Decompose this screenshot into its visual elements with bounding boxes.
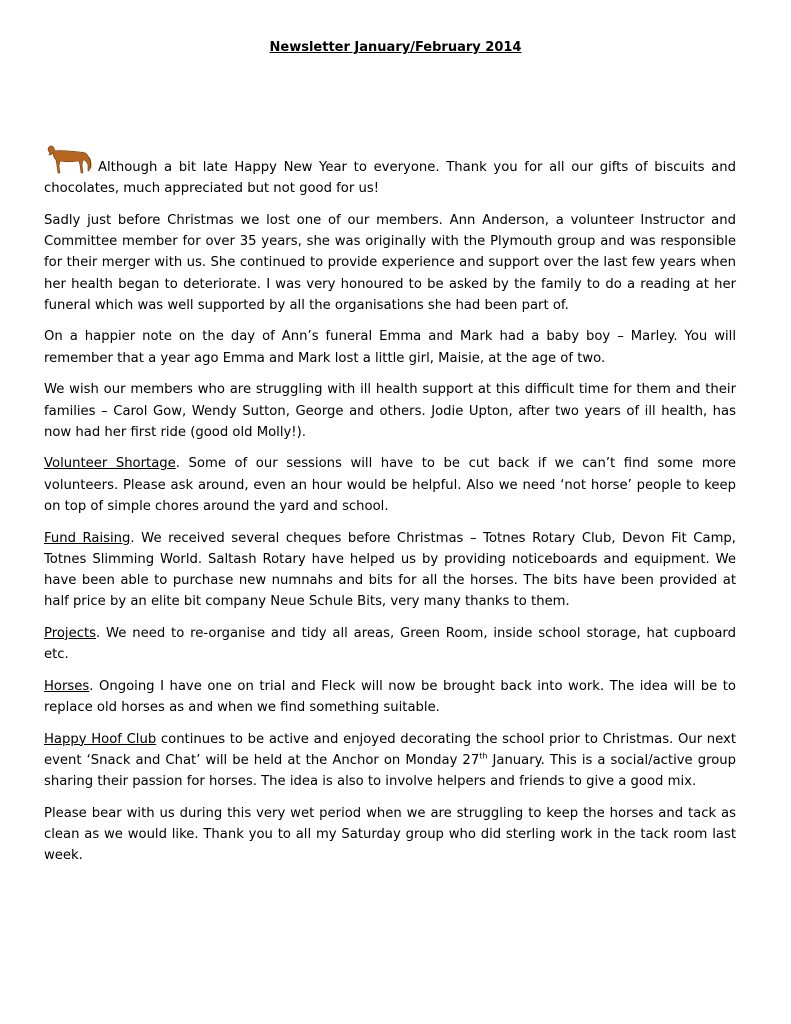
newsletter-body [44,157,736,877]
fund-raising-heading: Fund Raising [44,530,131,546]
paragraph-marley: On a happier note on the day of Ann’s funeral Emma and Mark had a baby boy – Marley. You will remember that a year ago Emma and Mark lost a little girl, Maisie, at the age of two. [44,329,736,366]
paragraph-horses [44,676,736,718]
projects-text: . We need to re-organise and tidy all areas, Green Room, inside school storage, hat cupboard etc. [44,625,736,663]
ordinal-suffix: th [479,751,488,761]
fund-raising-text: . We received several cheques before Christmas – Totnes Rotary Club, Devon Fit Camp, Totnes Slimming World. Saltash Rotary have helped us by providing noticeboards and equipment. We have been able to purchase new numnahs and bits for all the horses. The bits have been provided at half price by an elite bit company Neue Schule Bits, very many thanks to them. [44,530,736,610]
paragraph-happy-hoof-club [44,729,736,793]
horses-text: . Ongoing I have one on trial and Fleck will now be brought back into work. The idea will be to replace old horses as and when we find something suitable. [44,678,736,715]
paragraph-ann-anderson: Sadly just before Christmas we lost one of our members. Ann Anderson, a volunteer Instructor and Committee member for over 35 years, she was originally with the Plymouth group and was responsible for their merger with us. She continued to provide experience and support over the last few years when her health began to deteriorate. I was very honoured to be asked by the family to do a reading at her funeral which was well supported by all the organisations she had been part of. [44,212,736,313]
volunteer-shortage-heading: Volunteer Shortage [44,456,176,472]
paragraph-projects [44,623,736,665]
horses-heading: Horses [44,678,90,694]
horse-icon [44,143,94,177]
paragraph-members-health: We wish our members who are struggling with ill health support at this difficult time for them and their families – Carol Gow, Wendy Sutton, George and others. Jodie Upton, after two years of ill health, has now had her first ride (good old Molly!). [44,382,736,440]
paragraph-volunteer-shortage [44,453,736,517]
paragraph-wet-period: Please bear with us during this very wet period when we are struggling to keep the horses and tack as clean as we would like. Thank you to all my Saturday group who did sterling work in the tack room last week. [44,805,736,864]
volunteer-shortage-text: . Some of our sessions will have to be cut back if we can’t find some more volunteers. Please ask around, even an hour would be helpful. Also we need ‘not horse’ people to keep on top of simple chores around the yard and school. [44,456,736,514]
newsletter-title: Newsletter January/February 2014 [269,40,522,55]
paragraph-greeting [44,157,736,199]
paragraph-greeting-text: Although a bit late Happy New Year to everyone. Thank you for all our gifts of biscuits and chocolates, much appreciated but not good for us! [44,160,736,197]
paragraph-fund-raising [44,528,736,613]
projects-heading: Projects [44,625,96,641]
happy-hoof-club-heading: Happy Hoof Club [44,731,157,747]
happy-hoof-club-text-b: January. This is a social/active group sharing their passion for horses. The idea is also to involve helpers and friends to give a good mix. [44,752,736,790]
happy-hoof-club-text-a: continues to be active and enjoyed decorating the school prior to Christmas. Our next event ‘Snack and Chat’ will be held at the Anchor on Monday 27 [44,731,737,768]
